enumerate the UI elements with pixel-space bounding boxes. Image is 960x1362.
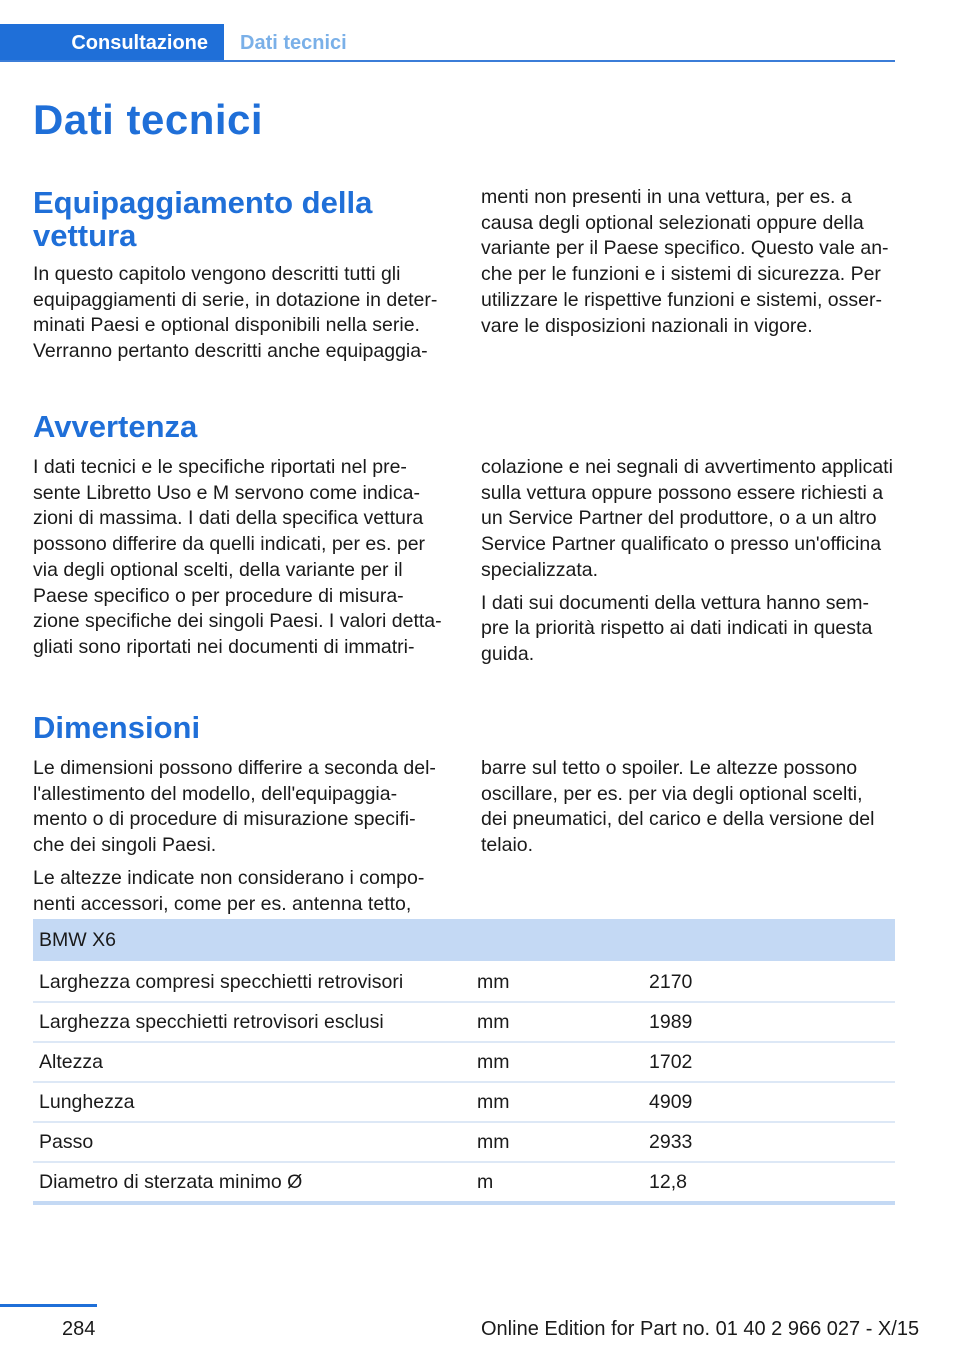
- row-value: 2170: [643, 962, 895, 1002]
- row-label: Larghezza compresi specchietti retrovisori: [33, 962, 471, 1002]
- dimensioni-right: [481, 756, 893, 866]
- row-unit: mm: [471, 1042, 643, 1082]
- row-label: Diametro di sterzata minimo Ø: [33, 1162, 471, 1203]
- paragraph: Le dimensioni possono differire a seconda del-l'allestimento del modello, dell'equipaggia-mento o di procedure di misurazione specifi-che dei singoli Paesi.: [33, 757, 436, 857]
- row-label: Larghezza specchietti retrovisori esclusi: [33, 1002, 471, 1042]
- paragraph: I dati sui documenti della vettura hanno sem-pre la priorità rispetto ai dati indicati in questa guida.: [481, 591, 873, 665]
- tab-consultazione[interactable]: Consultazione: [0, 24, 224, 62]
- paragraph: In questo capitolo vengono descritti tutti gli equipaggiamenti di serie, in dotazione in deter-minati Paesi e optional disponibili nella serie. Verranno pertanto descritti anche equipaggia-: [33, 263, 438, 363]
- paragraph: I dati tecnici e le specifiche riportati nel pre-sente Libretto Uso e M servono come indica-zioni di massima. I dati della specifica vettura possono differire da quelli indicati, per es. per via degli optional scelti, della variante per il Paese specifico o per procedure di misura-zione specifiche dei singoli Paesi. I valori detta-gliati sono riportati nei documenti di immatri-: [33, 456, 442, 658]
- row-unit: mm: [471, 962, 643, 1002]
- avvertenza-right: [481, 455, 893, 675]
- row-label: Passo: [33, 1122, 471, 1162]
- row-unit: m: [471, 1162, 643, 1203]
- row-label: Lunghezza: [33, 1082, 471, 1122]
- header-divider: [0, 60, 895, 62]
- table-header: BMW X6: [33, 919, 895, 962]
- row-value: 1702: [643, 1042, 895, 1082]
- page-header: [0, 24, 895, 62]
- paragraph: colazione e nei segnali di avvertimento applicati sulla vettura oppure possono essere richiesti a un Service Partner del produttore, o a un altro Service Partner qualificato o presso un'officina specializzata.: [481, 456, 893, 581]
- page-number-rule: [0, 1304, 97, 1307]
- equipaggiamento-right: [481, 185, 893, 346]
- table-row: [33, 1122, 895, 1162]
- row-label: Altezza: [33, 1042, 471, 1082]
- table-row: [33, 962, 895, 1002]
- row-unit: mm: [471, 1122, 643, 1162]
- row-unit: mm: [471, 1082, 643, 1122]
- tab-dati-tecnici[interactable]: Dati tecnici: [240, 32, 347, 54]
- edition-footer: Online Edition for Part no. 01 40 2 966 027 - X/15: [481, 1318, 920, 1340]
- dimensions-table: [33, 919, 895, 1205]
- page-number: 284: [62, 1318, 96, 1340]
- heading-avvertenza: Avvertenza: [33, 409, 198, 444]
- avvertenza-left: [33, 455, 445, 668]
- table-row: [33, 1162, 895, 1203]
- page-title: Dati tecnici: [33, 96, 264, 143]
- heading-dimensioni: Dimensioni: [33, 710, 201, 745]
- row-value: 12,8: [643, 1162, 895, 1203]
- equipaggiamento-left: [33, 262, 445, 372]
- paragraph: barre sul tetto o spoiler. Le altezze possono oscillare, per es. per via degli optional scelti, dei pneumatici, del carico e della versione del telaio.: [481, 757, 875, 857]
- table-row: [33, 1002, 895, 1042]
- row-value: 4909: [643, 1082, 895, 1122]
- table-row: [33, 1042, 895, 1082]
- row-unit: mm: [471, 1002, 643, 1042]
- paragraph: Le altezze indicate non considerano i compo-nenti accessori, come per es. antenna tetto,: [33, 866, 425, 915]
- paragraph: menti non presenti in una vettura, per es. a causa degli optional selezionati oppure della variante per il Paese specifico. Questo vale an-che per le funzioni e i sistemi di sicurezza. Per utilizzare le rispettive funzioni e sistemi, osser-vare le disposizioni nazionali in vigore.: [481, 186, 889, 337]
- dimensioni-left: [33, 756, 445, 924]
- row-value: 2933: [643, 1122, 895, 1162]
- table-row: [33, 1082, 895, 1122]
- heading-equipaggiamento: Equipaggiamento della vettura: [33, 185, 373, 253]
- row-value: 1989: [643, 1002, 895, 1042]
